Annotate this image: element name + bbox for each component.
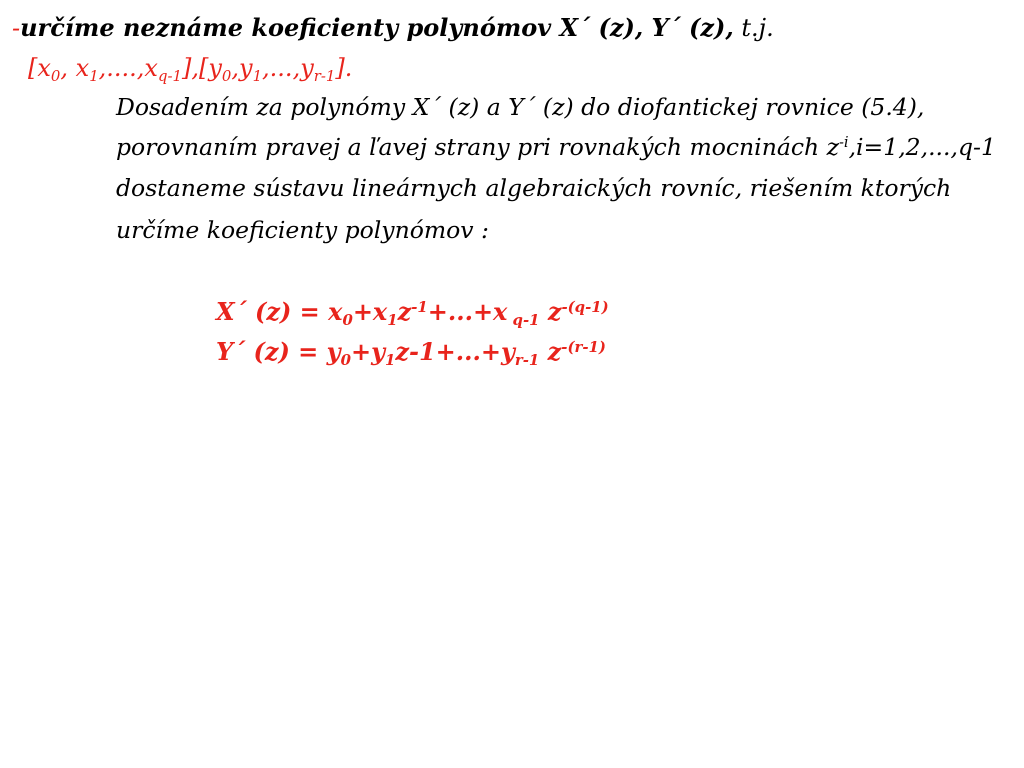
- ellipsis: ,....,x: [98, 54, 158, 82]
- paragraph-line-3: dostaneme sústavu lineárnych algebraických rovníc, riešením ktorých: [116, 174, 952, 202]
- bracket-close: ]: [181, 54, 192, 82]
- heading-bold-text: určíme neznáme koeficienty polynómov X´ (z), Y´ (z),: [20, 13, 734, 42]
- subscript: 0: [342, 311, 353, 330]
- paragraph-text: ,i=1,2,...,q-1: [848, 133, 996, 161]
- equation-x: [216, 297, 609, 330]
- term: +x: [352, 297, 388, 326]
- exponent: -(r-1): [561, 337, 606, 356]
- term: z-1+...+y: [395, 337, 515, 366]
- bracket-close: ]: [335, 54, 345, 82]
- exponent: -1: [411, 297, 428, 316]
- subscript: 0: [340, 351, 351, 370]
- paragraph-line-2: [116, 133, 996, 161]
- paragraph-line-1: Dosadením za polynómy X´ (z) a Y´ (z) do diofantickej rovnice (5.4),: [116, 93, 925, 121]
- equation-lhs: Y´ (z) = y: [216, 337, 341, 366]
- equation-lhs: X´ (z) = x: [216, 297, 343, 326]
- paragraph-text: porovnaním pravej a ľavej strany pri rovnakých mocninách z: [116, 133, 839, 161]
- y1-subscript: 1: [252, 67, 263, 86]
- term: z: [397, 297, 412, 326]
- subscript: 1: [387, 311, 398, 330]
- term: z: [539, 297, 562, 326]
- dash: -: [12, 14, 21, 42]
- exponent: -i: [838, 134, 849, 151]
- x0-subscript: 0: [50, 67, 61, 86]
- bracket-open: [: [28, 54, 38, 82]
- y0-subscript: 0: [221, 67, 232, 86]
- term: +y: [350, 337, 386, 366]
- heading-tail: t.j.: [733, 14, 774, 42]
- x1-subscript: 1: [89, 67, 99, 86]
- heading-line: [12, 13, 774, 42]
- separator: ,[y: [191, 54, 222, 82]
- yr-subscript: r-1: [313, 67, 336, 86]
- separator: , x: [60, 54, 90, 82]
- period: .: [344, 54, 353, 82]
- equation-y: [216, 337, 606, 370]
- subscript: r-1: [514, 351, 540, 370]
- ellipsis: ,...,y: [262, 54, 314, 82]
- subscript: q-1: [507, 311, 540, 330]
- xq-subscript: q-1: [157, 67, 182, 86]
- subscript: 1: [385, 351, 396, 370]
- term: +...+x: [427, 297, 508, 326]
- coefficient-vectors: [28, 54, 353, 86]
- separator: ,y: [231, 54, 253, 82]
- x-symbol: x: [37, 54, 51, 82]
- exponent: -(q-1): [561, 297, 609, 316]
- paragraph-line-4: určíme koeficienty polynómov :: [116, 216, 489, 244]
- term: z: [539, 337, 562, 366]
